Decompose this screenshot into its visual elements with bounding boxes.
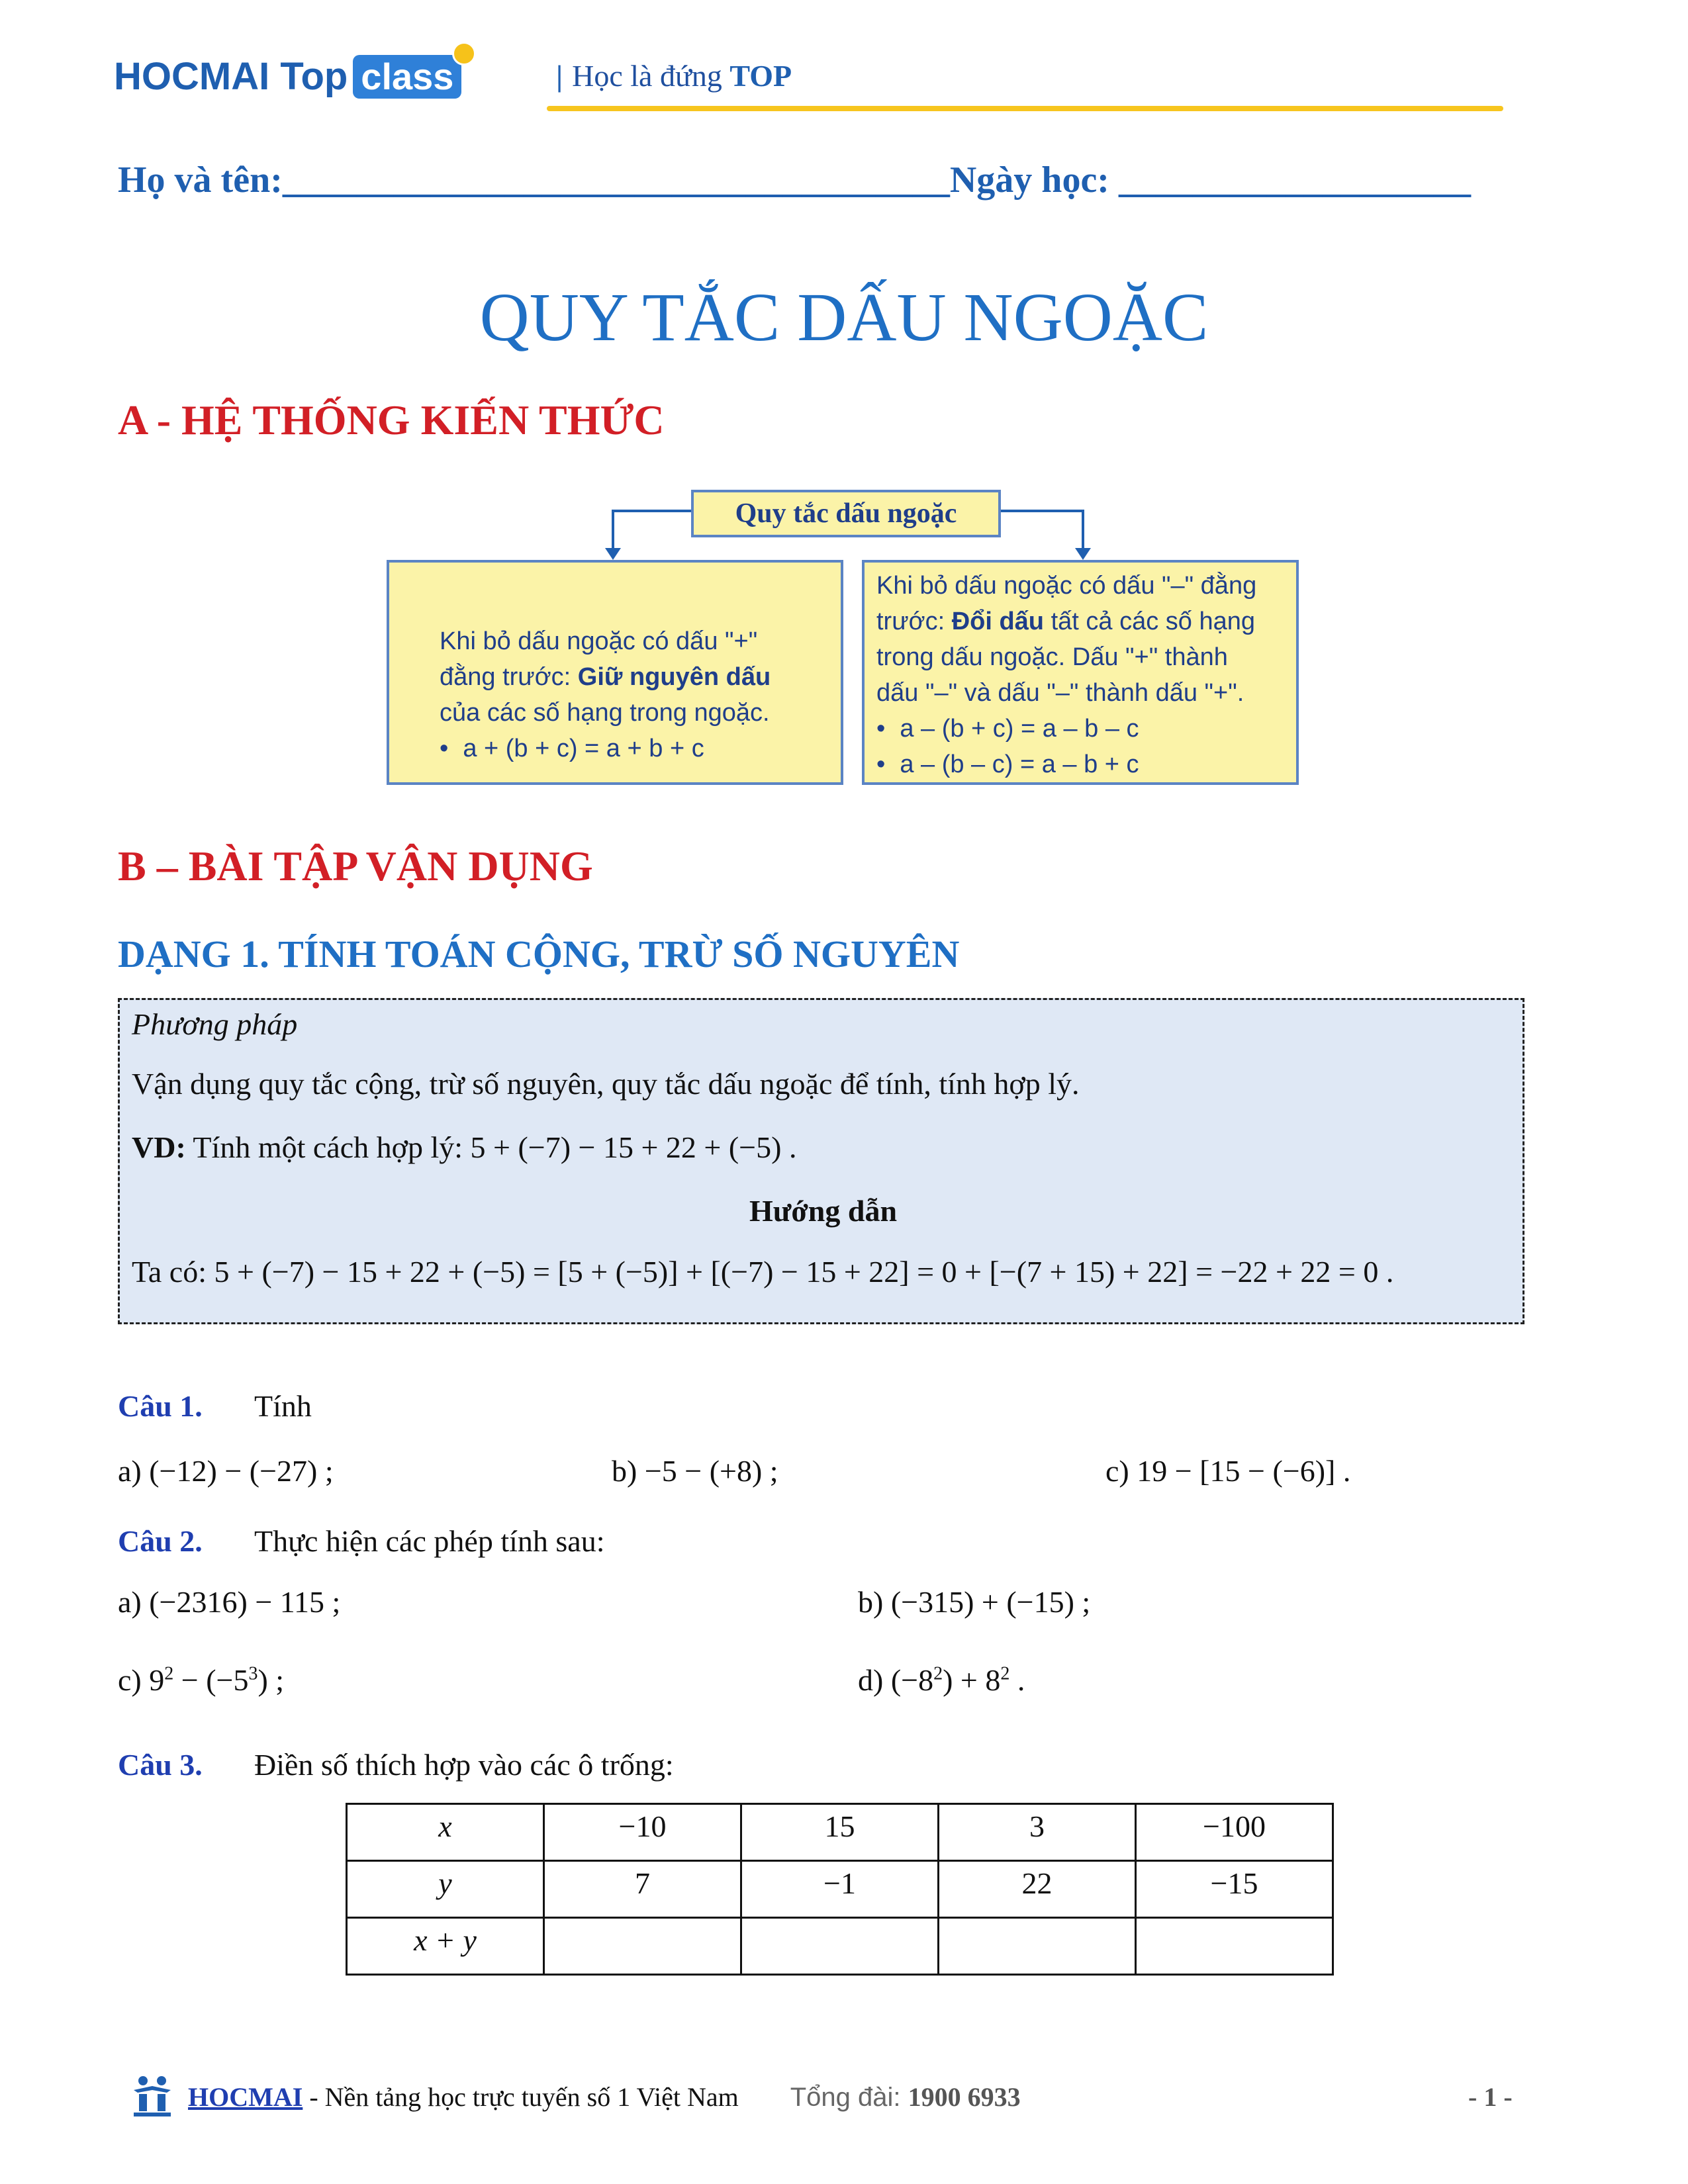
- footer: [188, 2081, 1021, 2113]
- example-line: [132, 1130, 796, 1165]
- q2-c-exp1: 2: [164, 1663, 174, 1684]
- rule-plus-line3: của các số hạng trong ngoặc.: [440, 699, 770, 727]
- table-cell: −100: [1136, 1804, 1333, 1861]
- answer-cell[interactable]: [544, 1918, 741, 1975]
- method-heading: Phương pháp: [132, 1007, 298, 1041]
- q1-text: Tính: [254, 1389, 312, 1423]
- q1-c: c) 19 − [15 − (−6)] .: [1105, 1454, 1351, 1488]
- tagline-text: Học là đứng: [572, 59, 722, 93]
- tagline-top: TOP: [729, 59, 792, 93]
- rule-minus-box: [862, 560, 1299, 785]
- tagline: [556, 58, 792, 93]
- rule-minus-keyword: Đổi dấu: [951, 608, 1045, 635]
- table-cell: −1: [741, 1861, 939, 1918]
- answer-cell[interactable]: [741, 1918, 939, 1975]
- page-number: - 1 -: [1468, 2082, 1513, 2112]
- q2-c-exp2: 3: [248, 1663, 258, 1684]
- rule-plus-line2-text: đằng trước:: [440, 663, 578, 691]
- table-cell: x: [347, 1804, 544, 1861]
- q3-text: Điền số thích hợp vào các ô trống:: [254, 1748, 674, 1782]
- rule-minus-line2-text: trước:: [876, 608, 952, 635]
- arrow-down-right-icon: [1075, 548, 1091, 560]
- example-label: VD:: [132, 1130, 186, 1164]
- example-text: Tính một cách hợp lý:: [185, 1130, 471, 1164]
- q2-d-end: .: [1009, 1663, 1025, 1697]
- guide-title: Hướng dẫn: [749, 1194, 898, 1228]
- footer-brand-link[interactable]: HOCMAI: [188, 2082, 303, 2112]
- q2-c-mid: − (−5: [173, 1663, 249, 1697]
- fill-in-table: [346, 1803, 1334, 1976]
- logo-class-text: class: [361, 56, 454, 97]
- rule-minus-line4: dấu "–" và dấu "–" thành dấu "+".: [876, 679, 1244, 707]
- example-expression: 5 + (−7) − 15 + 22 + (−5) .: [470, 1130, 797, 1164]
- q3-label: Câu 3.: [118, 1748, 203, 1782]
- connector-right: [996, 510, 1084, 552]
- q2-text: Thực hiện các phép tính sau:: [254, 1524, 605, 1558]
- guide-line: [132, 1254, 1393, 1289]
- rule-plus-keyword: Giữ nguyên dấu: [577, 663, 771, 691]
- q2-d: [858, 1662, 1025, 1698]
- q2-d-mid: ) + 8: [943, 1663, 1001, 1697]
- rule-minus-line3: trong dấu ngoặc. Dấu "+" thành: [876, 643, 1228, 671]
- method-text: Vận dụng quy tắc cộng, trừ số nguyên, quy tắc dấu ngoặc để tính, tính hợp lý.: [132, 1067, 1080, 1101]
- q2-c-end: ) ;: [258, 1663, 285, 1697]
- rule-minus-line1: Khi bỏ dấu ngoặc có dấu "–" đằng: [876, 572, 1257, 600]
- rule-minus-example-2: • a – (b – c) = a – b + c: [876, 747, 1286, 782]
- q1-label: Câu 1.: [118, 1389, 203, 1423]
- page-title: QUY TẮC DẤU NGOẶC: [479, 279, 1209, 355]
- section-a-heading: A - HỆ THỐNG KIẾN THỨC: [118, 396, 665, 443]
- hocmai-footer-logo-icon: [130, 2073, 176, 2119]
- guide-label: Ta có:: [132, 1255, 214, 1289]
- footer-hotline-label: Tổng đài:: [790, 2083, 908, 2112]
- method-box: [118, 998, 1524, 1324]
- rule-plus-box: [387, 560, 843, 785]
- table-row: [347, 1918, 1333, 1975]
- star-icon: [452, 42, 476, 66]
- diagram-title-box: Quy tắc dấu ngoặc: [691, 490, 1001, 537]
- q1-b: b) −5 − (+8) ;: [612, 1454, 778, 1488]
- q2-c-base: c) 9: [118, 1663, 165, 1697]
- rule-minus-example-1: • a – (b + c) = a – b – c: [876, 711, 1286, 747]
- table-cell: −15: [1136, 1861, 1333, 1918]
- guide-expression: 5 + (−7) − 15 + 22 + (−5) = [5 + (−5)] + [(−7) − 15 + 22] = 0 + [−(7 + 15) + 22] = −22 + 22 = 0 .: [214, 1255, 1394, 1289]
- rule-plus-line1: Khi bỏ dấu ngoặc có dấu "+": [440, 627, 758, 655]
- rule-plus-example: • a + (b + c) = a + b + c: [440, 731, 814, 766]
- table-cell: 15: [741, 1804, 939, 1861]
- q2-d-exp2: 2: [1000, 1663, 1010, 1684]
- table-cell: x + y: [347, 1918, 544, 1975]
- q2-c: [118, 1662, 284, 1698]
- logo-main-text: HOCMAI Top: [114, 55, 348, 98]
- table-cell: 7: [544, 1861, 741, 1918]
- arrow-down-left-icon: [605, 548, 621, 560]
- dang-1-heading: DẠNG 1. TÍNH TOÁN CỘNG, TRỪ SỐ NGUYÊN: [118, 933, 960, 976]
- answer-cell[interactable]: [1136, 1918, 1333, 1975]
- table-cell: y: [347, 1861, 544, 1918]
- q2-b: b) (−315) + (−15) ;: [858, 1585, 1091, 1619]
- q2-a: a) (−2316) − 115 ;: [118, 1585, 341, 1619]
- footer-slogan: - Nền tảng học trực tuyến số 1 Việt Nam: [303, 2082, 739, 2112]
- q2-d-exp1: 2: [933, 1663, 943, 1684]
- section-b-heading: B – BÀI TẬP VẬN DỤNG: [118, 842, 593, 889]
- table-cell: 22: [939, 1861, 1136, 1918]
- header-divider: [547, 106, 1503, 111]
- q2-label: Câu 2.: [118, 1524, 203, 1558]
- q2-d-base: d) (−8: [858, 1663, 934, 1697]
- footer-hotline: 1900 6933: [908, 2082, 1021, 2112]
- connector-left: [612, 510, 694, 552]
- table-row: [347, 1861, 1333, 1918]
- rule-minus-line2-rest: tất cả các số hạng: [1044, 608, 1255, 635]
- table-cell: 3: [939, 1804, 1136, 1861]
- table-cell: −10: [544, 1804, 741, 1861]
- rule-plus-line2: [440, 659, 814, 695]
- name-date-row: Họ và tên:____________________________________Ngày học: ___________________: [118, 159, 1471, 201]
- hocmai-topclass-logo: [114, 54, 461, 99]
- q1-a: a) (−12) − (−27) ;: [118, 1454, 334, 1488]
- logo-class-badge: [353, 55, 461, 99]
- tagline-divider: |: [556, 59, 563, 93]
- table-row: [347, 1804, 1333, 1861]
- answer-cell[interactable]: [939, 1918, 1136, 1975]
- rule-minus-line2: [876, 604, 1286, 639]
